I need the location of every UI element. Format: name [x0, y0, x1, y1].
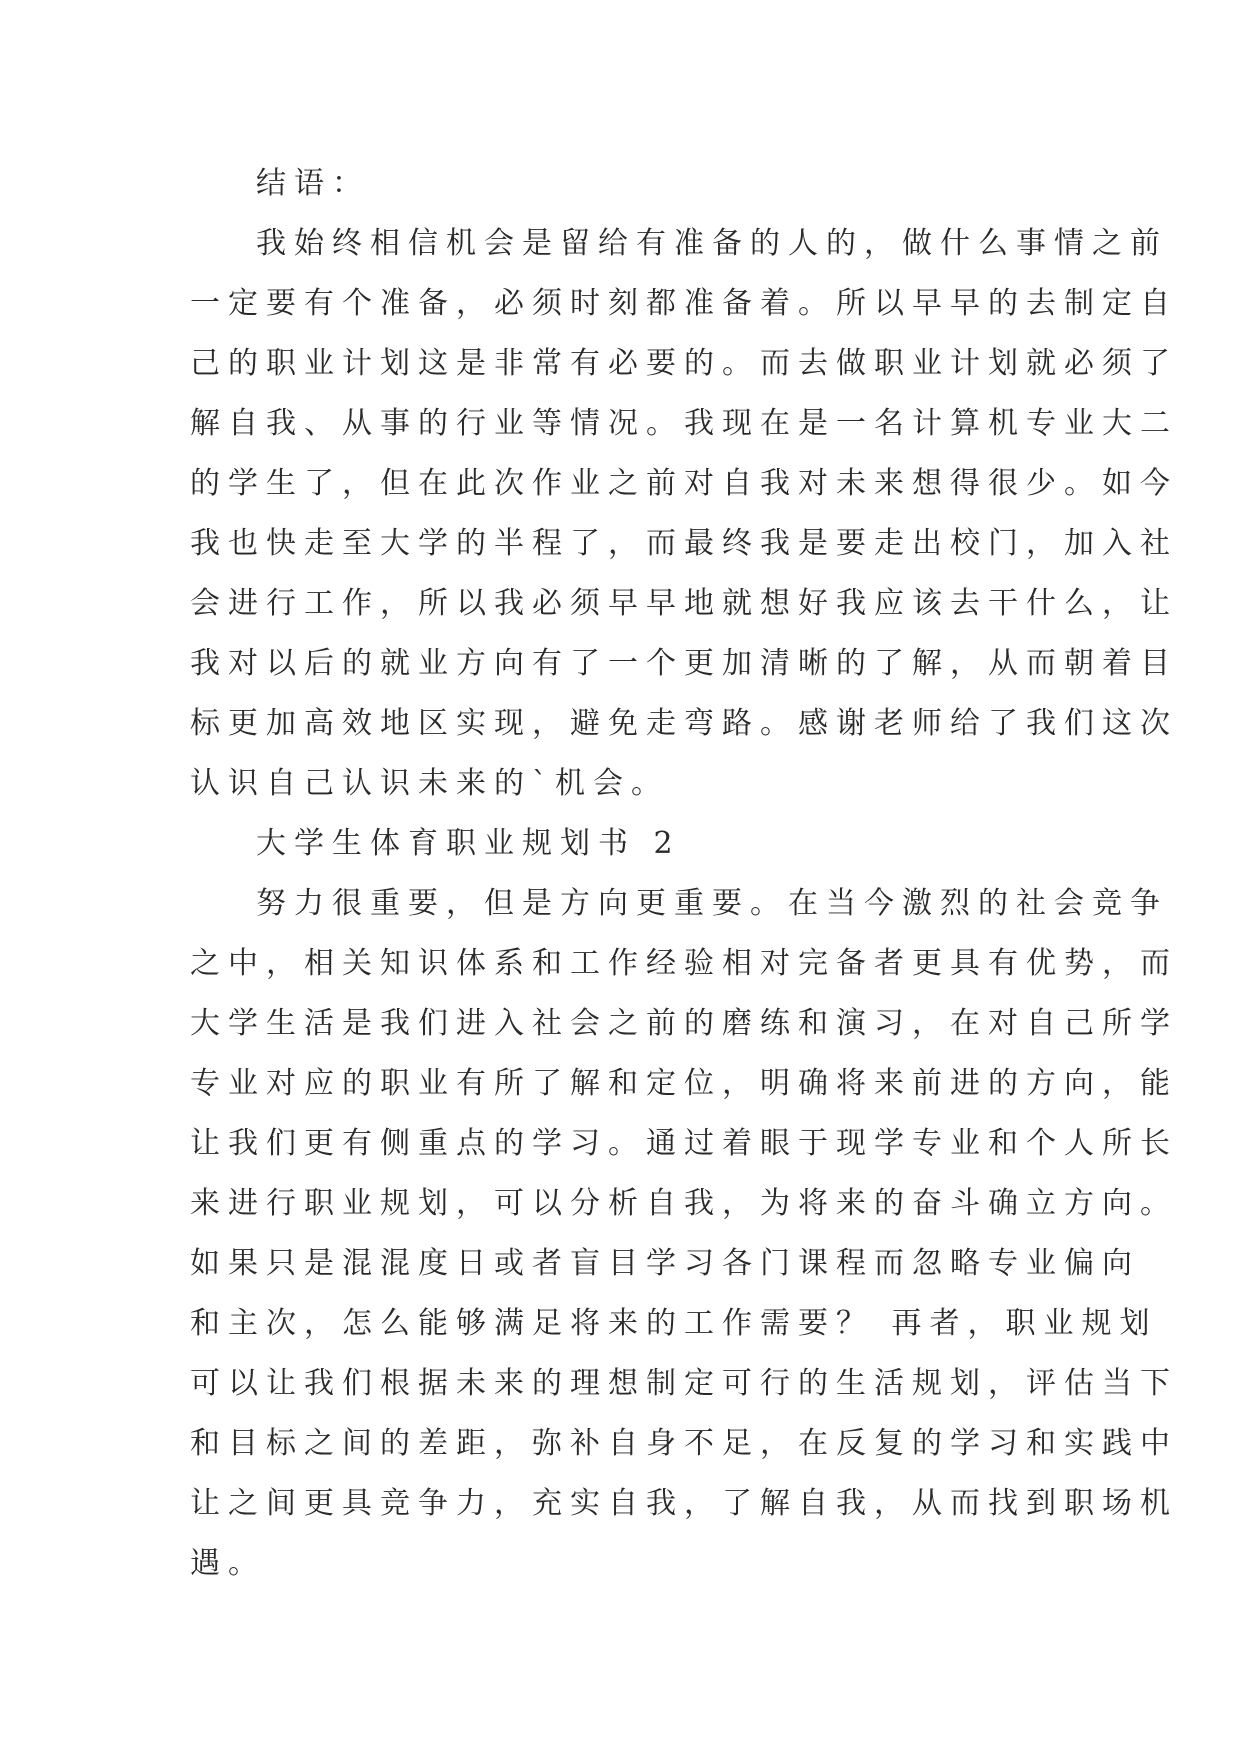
- paragraph-line: 如果只是混混度日或者盲目学习各门课程而忽略专业偏向: [190, 1246, 1140, 1281]
- paragraph-line: 让我们更有侧重点的学习。通过着眼于现学专业和个人所长: [190, 1126, 1178, 1161]
- paragraph-line: 之中，相关知识体系和工作经验相对完备者更具有优势，而: [190, 946, 1178, 981]
- paragraph-line: 让之间更具竞争力，充实自我，了解自我，从而找到职场机: [190, 1486, 1178, 1521]
- paragraph-line: 我也快走至大学的半程了，而最终我是要走出校门，加入社: [190, 526, 1178, 561]
- conclusion-heading: 结语：: [256, 166, 370, 201]
- paragraph-line: 一定要有个准备，必须时刻都准备着。所以早早的去制定自: [190, 286, 1178, 321]
- paragraph-line: 大学生活是我们进入社会之前的磨练和演习，在对自己所学: [190, 1006, 1178, 1041]
- paragraph-line: 认识自己认识未来的`机会。: [190, 766, 669, 801]
- paragraph-line: 的学生了，但在此次作业之前对自我对未来想得很少。如今: [190, 466, 1178, 501]
- paragraph-line: 解自我、从事的行业等情况。我现在是一名计算机专业大二: [190, 406, 1178, 441]
- paragraph-line: 我始终相信机会是留给有准备的人的，做什么事情之前: [256, 226, 1168, 261]
- paragraph-line: 和主次，怎么能够满足将来的工作需要？ 再者，职业规划: [190, 1306, 1158, 1341]
- paragraph-line: 专业对应的职业有所了解和定位，明确将来前进的方向，能: [190, 1066, 1178, 1101]
- paragraph-line: 来进行职业规划，可以分析自我，为将来的奋斗确立方向。: [190, 1186, 1178, 1221]
- section-title: 大学生体育职业规划书 2: [256, 826, 681, 861]
- paragraph-line: 己的职业计划这是非常有必要的。而去做职业计划就必须了: [190, 346, 1178, 381]
- paragraph-line: 可以让我们根据未来的理想制定可行的生活规划，评估当下: [190, 1366, 1178, 1401]
- paragraph-line: 我对以后的就业方向有了一个更加清晰的了解，从而朝着目: [190, 646, 1178, 681]
- paragraph-line: 标更加高效地区实现，避免走弯路。感谢老师给了我们这次: [190, 706, 1178, 741]
- paragraph-line: 和目标之间的差距，弥补自身不足，在反复的学习和实践中: [190, 1426, 1178, 1461]
- paragraph-line: 努力很重要，但是方向更重要。在当今激烈的社会竞争: [256, 886, 1168, 921]
- paragraph-line: 遇。: [190, 1546, 266, 1581]
- paragraph-line: 会进行工作，所以我必须早早地就想好我应该去干什么，让: [190, 586, 1178, 621]
